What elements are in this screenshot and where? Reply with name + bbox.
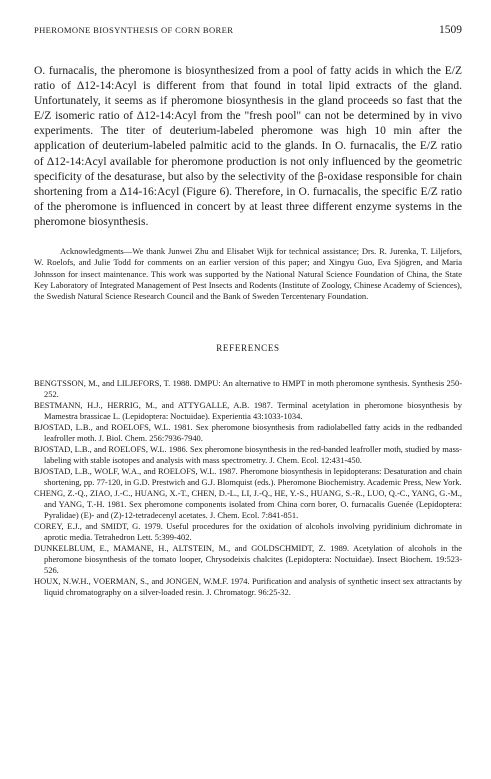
running-head: PHEROMONE BIOSYNTHESIS OF CORN BORER	[34, 25, 234, 35]
journal-page	[34, 24, 462, 598]
reference-item: DUNKELBLUM, E., MAMANE, H., ALTSTEIN, M., and GOLDSCHMIDT, Z. 1989. Acetylation of alcohols in the pheromone biosynthesis of the tomato looper, Chrysodeixis chalcites (Lepidoptera: Noctuidae). Insect Biochem. 19:523-526.	[34, 543, 462, 576]
body-paragraph: O. furnacalis, the pheromone is biosynthesized from a pool of fatty acids in which the E/Z ratio of Δ12-14:Acyl is different from that found in total lipid extracts of the gland. Unfortunately, it seems as if pheromone biosynthesis in the gland proceeds so fast that the E/Z isomeric ratio of Δ12-14:Acyl from the "fresh pool" can not be determined by in vivo experiments. The titer of deuterium-labeled pheromone was high 10 min after the application of deuterium-labeled palmitic acid to the glands. In O. furnacalis, the E/Z ratio of Δ12-14:Acyl available for pheromone production is not only influenced by the geometric specificity of the desaturase, but also by the selectivity of the β-oxidase responsible for chain shortening from a Δ14-16:Acyl (Figure 6). Therefore, in O. furnacalis, the specific E/Z ratio of the pheromone is influenced in concert by at least three different enzyme systems in the pheromone biosynthesis.	[34, 65, 462, 228]
reference-item: BENGTSSON, M., and LILJEFORS, T. 1988. DMPU: An alternative to HMPT in moth pheromone synthesis. Synthesis 250-252.	[34, 377, 462, 399]
reference-item: BESTMANN, H.J., HERRIG, M., and ATTYGALLE, A.B. 1987. Terminal acetylation in pheromone biosynthesis by Mamestra brassicae L. (Lepidoptera: Noctuidae). Experientia 43:1033-1034.	[34, 399, 462, 421]
reference-item: CHENG, Z.-Q., ZIAO, J.-C., HUANG, X.-T., CHEN, D.-L., LI, J.-Q., HE, Y.-S., HUANG, S.-R., LUO, Q.-C., YANG, G.-M., and YANG, T.-H. 1981. Sex pheromone components isolated from China corn borer, O. furnacalis Guenée (Lepidoptera: Pyralidae) (E)- and (Z)-12-tetradecenyl acetates. J. Chem. Ecol. 7:841-851.	[34, 487, 462, 521]
acknowledgments: Acknowledgments—We thank Junwei Zhu and Elisabet Wijk for technical assistance; Drs. R. Jurenka, T. Liljefors, W. Roelofs, and Julie Todd for comments on an earlier version of this paper; and Xingyu Guo, Eva Sjögren, and Maria Johnsson for insect maintenance. This work was supported by the National Natural Science Foundation of China, the State Key Laboratory of Integrated Management of Pest Insects and Rodents (Institute of Zoology, Chinese Academy of Sciences), the Swedish Natural Science Research Council and the Bank of Sweden Tercentenary Foundation.	[34, 246, 462, 302]
reference-item: COREY, E.J., and SMIDT, G. 1979. Useful procedures for the oxidation of alcohols involving pyridinium dichromate in aprotic media. Tetrahedron Lett. 5:399-402.	[34, 521, 462, 543]
page-header	[34, 24, 462, 46]
references-heading: REFERENCES	[216, 342, 280, 353]
page-number: 1509	[439, 24, 462, 36]
reference-item: HOUX, N.W.H., VOERMAN, S., and JONGEN, W.M.F. 1974. Purification and analysis of synthetic insect sex attractants by liquid chromatography on a silver-loaded resin. J. Chromatogr. 96:25-32.	[34, 576, 462, 598]
reference-item: BJOSTAD, L.B., and ROELOFS, W.L. 1981. Sex pheromone biosynthesis from radiolabelled fatty acids in the redbanded leafroller moth. J. Biol. Chem. 256:7936-7940.	[34, 421, 462, 443]
reference-item: BJOSTAD, L.B., WOLF, W.A., and ROELOFS, W.L. 1987. Pheromone biosynthesis in lepidopterans: Desaturation and chain shortening, pp. 77-120, in G.D. Prestwich and G.J. Blomquist (eds.). Pheromone Biochemistry. Academic Press, New York.	[34, 465, 462, 487]
reference-item: BJOSTAD, L.B., and ROELOFS, W.L. 1986. Sex pheromone biosynthesis in the red-banded leafroller moth, studied by mass-labeling with stable isotopes and analysis with mass spectrometry. J. Chem. Ecol. 12:431-450.	[34, 443, 462, 465]
reference-list	[34, 378, 462, 599]
